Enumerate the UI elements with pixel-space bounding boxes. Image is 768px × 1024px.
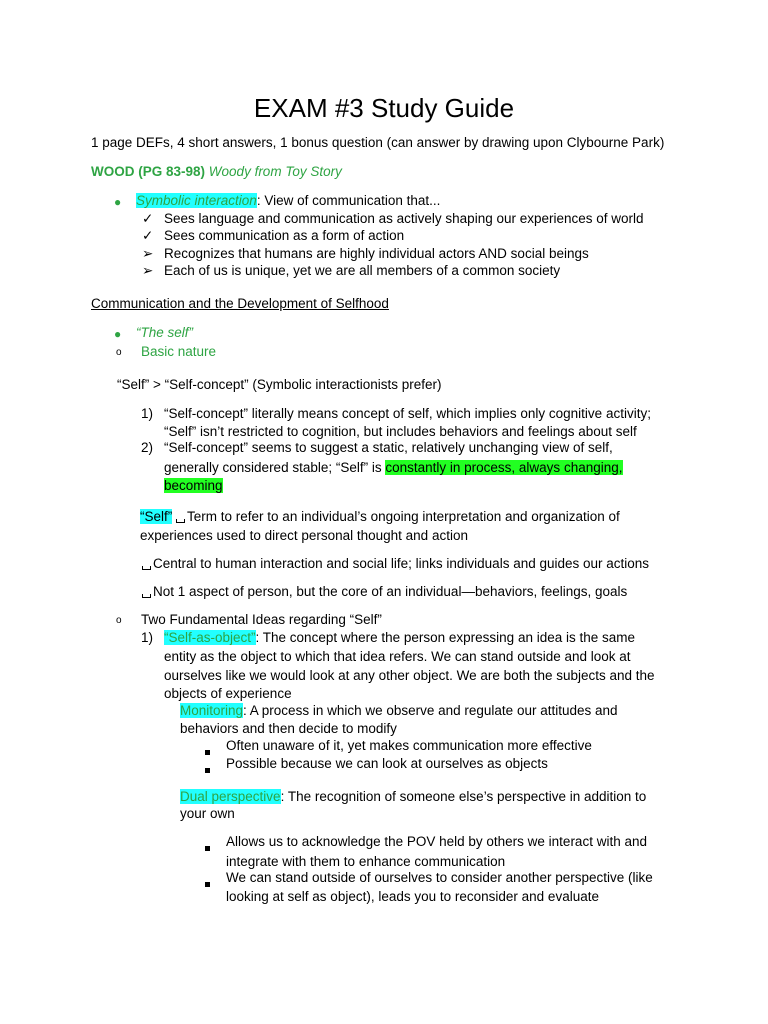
two-ideas-heading: Two Fundamental Ideas regarding “Self”	[141, 612, 382, 627]
circle-bullet-icon: o	[116, 347, 122, 358]
square-bullet-icon	[205, 761, 210, 777]
self-as-object-line: objects of experience	[164, 686, 292, 701]
dual-bullet-line: We can stand outside of ourselves to consider another perspective (like	[226, 870, 653, 885]
monitoring-bullet: Possible because we can look at ourselves as objects	[226, 756, 548, 771]
dual-perspective-text: : The recognition of someone else’s perspective in addition to	[280, 789, 647, 804]
box-bullet-icon	[176, 519, 185, 523]
wood-heading-label: WOOD (PG 83-98)	[91, 164, 206, 179]
self-as-object-term: “Self-as-object”	[164, 630, 256, 645]
square-bullet-icon	[205, 743, 210, 759]
numbered-item-1-line: “Self-concept” literally means concept of self, which implies only cognitive activity;	[164, 406, 651, 421]
highlighted-phrase: becoming	[164, 478, 223, 493]
self-as-object-line: ourselves like we would look at any other object. We are both the subjects and the	[164, 668, 655, 683]
box-bullet-icon	[142, 594, 151, 598]
arrow-item: Each of us is unique, yet we are all members of a common society	[164, 263, 561, 278]
self-vs-concept-line: “Self” > “Self-concept” (Symbolic interactionists prefer)	[117, 377, 442, 392]
bullet-dot-icon: ●	[114, 195, 122, 209]
arrow-item: Recognizes that humans are highly individual actors AND social beings	[164, 246, 589, 261]
numbered-item-1-line: “Self” isn’t restricted to cognition, but includes behaviors and feelings about self	[164, 424, 637, 439]
self-definition-line: experiences used to direct personal thought and action	[140, 528, 468, 543]
self-point-text: Central to human interaction and social life; links individuals and guides our actions	[153, 556, 650, 571]
checkmark-icon: ✓	[142, 211, 154, 226]
basic-nature-item: Basic nature	[141, 344, 217, 359]
symbolic-interaction-line	[136, 193, 440, 209]
self-as-object-line	[164, 630, 635, 646]
self-point	[142, 556, 649, 572]
page-title: EXAM #3 Study Guide	[253, 93, 515, 123]
box-bullet-icon	[142, 566, 151, 570]
monitoring-text: : A process in which we observe and regulate our attitudes and	[243, 703, 618, 718]
self-term: “Self”	[140, 509, 173, 524]
self-definition-text: Term to refer to an individual’s ongoing interpretation and organization of	[187, 509, 620, 524]
checkmark-icon: ✓	[142, 228, 154, 243]
numbered-item-2-line	[164, 478, 223, 494]
the-self-item: “The self”	[136, 325, 194, 340]
bullet-dot-icon: ●	[114, 327, 122, 341]
section-heading: Communication and the Development of Selfhood	[91, 296, 389, 311]
dual-perspective-line	[180, 789, 646, 805]
numbered-item-2-line: “Self-concept” seems to suggest a static, relatively unchanging view of self,	[164, 440, 613, 455]
self-definition-line	[140, 509, 620, 525]
monitoring-term: Monitoring	[180, 703, 244, 718]
arrow-bullet-icon: ➢	[142, 263, 154, 278]
self-as-object-line: entity as the object to which that idea refers. We can stand outside and look at	[164, 649, 631, 664]
numbered-item-2-text: generally considered stable; “Self” is	[164, 460, 386, 475]
symbolic-interaction-rest: : View of communication that...	[256, 193, 441, 208]
arrow-bullet-icon: ➢	[142, 246, 154, 261]
dual-perspective-line: your own	[180, 806, 235, 821]
dual-bullet-line: integrate with them to enhance communication	[226, 854, 506, 869]
symbolic-interaction-term: Symbolic interaction	[136, 193, 257, 208]
self-point-text: Not 1 aspect of person, but the core of an individual—behaviors, feelings, goals	[153, 584, 628, 599]
square-bullet-icon	[205, 839, 210, 855]
self-point	[142, 584, 627, 600]
check-item: Sees language and communication as actively shaping our experiences of world	[164, 211, 644, 226]
monitoring-bullet: Often unaware of it, yet makes communication more effective	[226, 738, 592, 753]
list-number: 1)	[141, 406, 154, 421]
wood-heading	[91, 164, 342, 180]
exam-format-line: 1 page DEFs, 4 short answers, 1 bonus question (can answer by drawing upon Clybourne Park)	[91, 135, 665, 150]
numbered-item-2-line	[164, 460, 623, 476]
dual-bullet-line: looking at self as object), leads you to reconsider and evaluate	[226, 889, 599, 904]
monitoring-line	[180, 703, 618, 719]
monitoring-line: behaviors and then decide to modify	[180, 721, 397, 736]
list-number: 2)	[141, 440, 154, 455]
circle-bullet-icon: o	[116, 615, 122, 626]
self-as-object-text: : The concept where the person expressing an idea is the same	[255, 630, 636, 645]
list-number: 1)	[141, 630, 154, 645]
square-bullet-icon	[205, 875, 210, 891]
check-item: Sees communication as a form of action	[164, 228, 405, 243]
dual-bullet-line: Allows us to acknowledge the POV held by others we interact with and	[226, 834, 647, 849]
wood-heading-tag: Woody from Toy Story	[208, 164, 342, 179]
dual-perspective-term: Dual perspective	[180, 789, 281, 804]
highlighted-phrase: constantly in process, always changing,	[385, 460, 623, 475]
